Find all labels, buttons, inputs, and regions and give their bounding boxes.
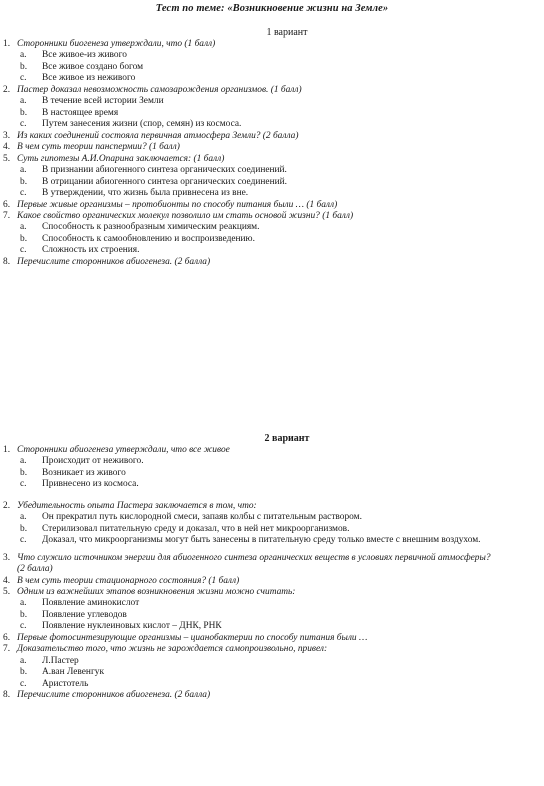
question-6 [0, 633, 544, 644]
question-5 [0, 587, 544, 598]
answer-option [0, 165, 544, 177]
variant-1-questions [0, 39, 544, 268]
answer-option [0, 108, 544, 120]
question-text: Убедительность опыта Пастера заключается в том, что: [17, 500, 257, 511]
option-text: Появление аминокислот [42, 598, 140, 609]
option-text: Аристотель [42, 678, 89, 689]
answer-option [0, 50, 544, 62]
option-marker: b. [20, 609, 28, 620]
answer-option [0, 535, 544, 547]
question-text: Что служило источником энергии для абиогенного синтеза органических веществ в условиях первичной атмосферы? (2 балла) [17, 552, 491, 575]
variant-1-section [0, 27, 544, 268]
variant-2-questions [0, 445, 544, 702]
answer-option [0, 598, 544, 610]
option-marker: c. [20, 73, 27, 84]
question-3 [0, 553, 544, 576]
question-number: 8. [3, 690, 11, 701]
question-text: Сторонники абиогенеза утверждали, что все живое [17, 445, 230, 455]
question-text: Какое свойство органических молекул позволило им стать основой жизни? (1 балл) [17, 210, 354, 221]
question-number: 1. [3, 445, 11, 455]
question-text: Доказательство того, что жизнь не зарождается самопроизвольно, привел: [17, 644, 328, 655]
option-marker: a. [20, 655, 27, 666]
option-text: В течение всей истории Земли [42, 96, 164, 107]
option-text: Появление углеводов [42, 609, 127, 620]
answer-option [0, 234, 544, 246]
option-marker: a. [20, 165, 27, 176]
option-marker: b. [20, 467, 28, 478]
variant-2-section [0, 433, 544, 702]
question-text: Перечислите сторонников абиогенеза. (2 балла) [17, 256, 211, 267]
option-text: Способность к самообновлению и воспроизведению. [42, 233, 255, 244]
answer-option [0, 62, 544, 74]
option-text: Возникает из живого [42, 467, 126, 478]
question-2 [0, 85, 544, 96]
option-text: Происходит от неживого. [42, 456, 144, 467]
answer-option [0, 456, 544, 468]
question-text: В чем суть теории панспермии? (1 балл) [17, 142, 180, 153]
question-7 [0, 644, 544, 655]
question-4 [0, 576, 544, 587]
spacer [0, 491, 544, 501]
option-marker: a. [20, 222, 27, 233]
option-text: В настоящее время [42, 107, 119, 118]
option-text: А.ван Левенгук [42, 667, 105, 678]
answer-option [0, 468, 544, 480]
option-text: Сложность их строения. [42, 245, 140, 256]
question-3 [0, 131, 544, 142]
answer-option [0, 222, 544, 234]
option-marker: a. [20, 598, 27, 609]
option-text: Он прекратил путь кислородной смеси, запаяв колбы с питательным раствором. [42, 512, 362, 523]
answer-option [0, 479, 544, 491]
answer-option [0, 512, 544, 524]
question-text: Суть гипотезы А.И.Опарина заключается: (1 балл) [17, 153, 225, 164]
option-marker: b. [20, 61, 28, 72]
option-text: Стерилизовал питательную среду и доказал, что в ней нет микроорганизмов. [42, 523, 350, 534]
question-text: Одним из важнейших этапов возникновения жизни можно считать: [17, 587, 296, 598]
question-number: 6. [3, 632, 11, 643]
question-number: 4. [3, 142, 11, 153]
option-marker: c. [20, 621, 27, 632]
question-text: Сторонники биогенеза утверждали, что (1 балл) [17, 39, 216, 49]
option-text: Л.Пастер [42, 655, 79, 666]
question-7 [0, 211, 544, 222]
option-marker: a. [20, 512, 27, 523]
option-marker: a. [20, 96, 27, 107]
answer-option [0, 245, 544, 257]
answer-option [0, 667, 544, 679]
answer-option [0, 96, 544, 108]
answer-option [0, 119, 544, 131]
option-marker: a. [20, 456, 27, 467]
question-8 [0, 257, 544, 268]
option-text: В отрицании абиогенного синтеза органических соединений. [42, 176, 287, 187]
option-text: В признании абиогенного синтеза органических соединений. [42, 165, 287, 176]
answer-option [0, 73, 544, 85]
question-text: Перечислите сторонников абиогенеза. (2 балла) [17, 690, 211, 701]
answer-option [0, 177, 544, 189]
question-4 [0, 142, 544, 153]
question-text: Из каких соединений состояла первичная атмосфера Земли? (2 балла) [17, 130, 299, 141]
option-marker: c. [20, 479, 27, 490]
option-marker: c. [20, 535, 27, 546]
option-marker: a. [20, 50, 27, 61]
question-8 [0, 690, 544, 701]
option-text: В утверждении, что жизнь была привнесена из вне. [42, 188, 249, 199]
option-marker: c. [20, 245, 27, 256]
option-text: Все живое создано богом [42, 61, 144, 72]
option-marker: c. [20, 188, 27, 199]
option-text: Доказал, что микроорганизмы могут быть занесены в питательную среду только вместе с внешним воздухом. [42, 535, 481, 546]
variant-2-heading: 2 вариант [264, 433, 310, 444]
question-2 [0, 501, 544, 512]
answer-option [0, 188, 544, 200]
option-marker: b. [20, 233, 28, 244]
question-6 [0, 200, 544, 211]
answer-option [0, 621, 544, 633]
question-number: 2. [3, 84, 11, 95]
answer-option [0, 656, 544, 668]
question-number: 5. [3, 153, 11, 164]
option-text: Привнесено из космоса. [42, 479, 139, 490]
question-number: 4. [3, 575, 11, 586]
option-text: Способность к разнообразным химическим реакциям. [42, 222, 260, 233]
question-number: 8. [3, 256, 11, 267]
answer-option [0, 679, 544, 691]
question-text: В чем суть теории стационарного состояния? (1 балл) [17, 575, 240, 586]
question-text: Пастер доказал невозможность самозарождения организмов. (1 балл) [17, 84, 302, 95]
option-marker: c. [20, 678, 27, 689]
question-number: 7. [3, 644, 11, 655]
question-number: 1. [3, 39, 11, 49]
question-1 [0, 39, 544, 50]
option-marker: b. [20, 176, 28, 187]
variant-1-heading: 1 вариант [266, 27, 308, 38]
question-number: 7. [3, 210, 11, 221]
question-number: 3. [3, 130, 11, 141]
option-text: Путем занесения жизни (спор, семян) из космоса. [42, 119, 242, 130]
option-text: Все живое-из живого [42, 50, 127, 61]
option-marker: b. [20, 667, 28, 678]
answer-option [0, 524, 544, 536]
question-5 [0, 154, 544, 165]
answer-option [0, 610, 544, 622]
question-number: 6. [3, 199, 11, 210]
option-marker: c. [20, 119, 27, 130]
question-text: Первые живые организмы – протобионты по способу питания были … (1 балл) [17, 199, 338, 210]
question-number: 2. [3, 500, 11, 511]
question-number: 5. [3, 587, 11, 598]
option-marker: b. [20, 523, 28, 534]
option-marker: b. [20, 107, 28, 118]
option-text: Все живое из неживого [42, 73, 136, 84]
option-text: Появление нуклеиновых кислот – ДНК, РНК [42, 621, 222, 632]
question-1 [0, 445, 544, 456]
page-title: Тест по теме: «Возникновение жизни на Земле» [155, 3, 389, 14]
question-number: 3. [3, 552, 11, 563]
question-text: Первые фотосинтезирующие организмы – цианобактерии по способу питания были … [17, 632, 368, 643]
